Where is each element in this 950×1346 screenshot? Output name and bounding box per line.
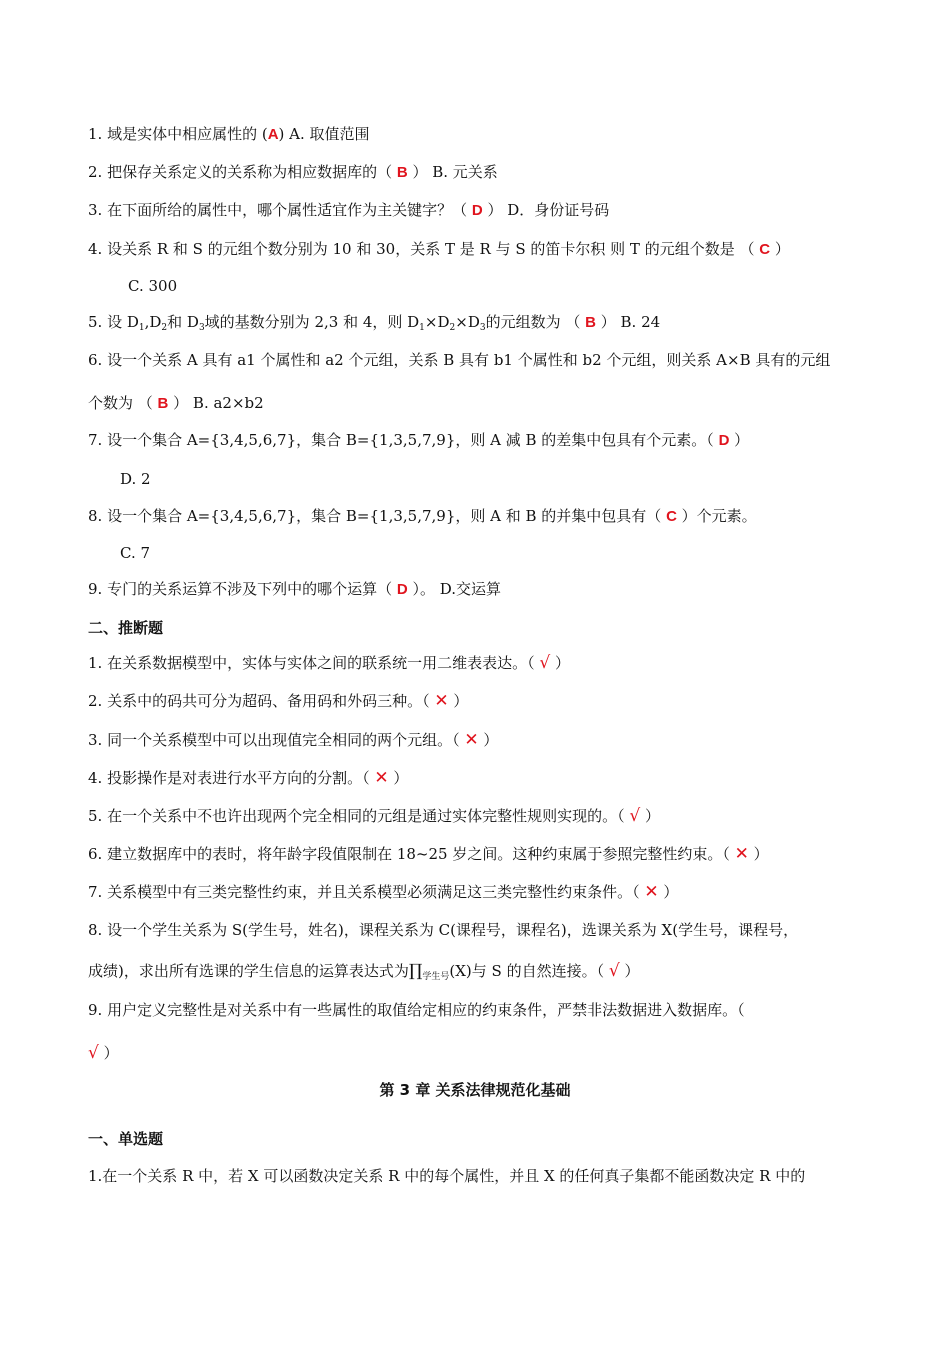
subscript: 2 [161, 323, 168, 333]
judge-text: 3. 同一个关系模型中可以出现值完全相同的两个元组。（ [88, 731, 465, 749]
judge-item-8 [88, 919, 798, 941]
check-mark-icon: √ [608, 961, 620, 981]
answer-mark: B [157, 395, 169, 412]
choice-text: ） B. 24 [595, 313, 661, 331]
judge-text: ） [478, 731, 499, 749]
judge-item-7 [88, 881, 678, 903]
choice-item-3 [88, 199, 609, 222]
answer-mark: A [267, 126, 279, 143]
judge-item-8-cont [88, 960, 640, 988]
choice-text: ）个元素。 [676, 507, 757, 525]
answer-mark: B [585, 314, 596, 331]
check-mark-icon: √ [539, 653, 551, 673]
judge-item-6 [88, 843, 769, 865]
choice-text: ×D [455, 313, 480, 331]
option-text: C. 7 [120, 544, 151, 562]
section-title-single-choice: 一、单选题 [88, 1130, 164, 1148]
answer-mark: C [759, 241, 771, 258]
judge-text: ） [98, 1044, 119, 1062]
choice-item-7 [88, 429, 749, 452]
choice-text: 7. 设一个集合 A={3,4,5,6,7}，集合 B={1,3,5,7,9}，则 A 减 B 的差集中包具有个元素。（ [88, 431, 719, 449]
choice-item-6 [88, 349, 830, 371]
judge-text: ） [448, 692, 469, 710]
answer-mark: B [396, 164, 408, 181]
judge-text: 7. 关系模型中有三类完整性约束，并且关系模型必须满足这三类完整性约束条件。（ [88, 883, 645, 901]
cross-mark-icon: ✕ [434, 691, 449, 711]
choice-item-9 [88, 578, 501, 601]
choice-item-6-cont [88, 392, 264, 415]
choice-text: 9. 专门的关系运算不涉及下列中的哪个运算（ [88, 580, 397, 598]
judge-item-9-cont [88, 1042, 119, 1064]
check-mark-icon: √ [88, 1043, 99, 1063]
judge-text: 6. 建立数据库中的表时，将年龄字段值限制在 18~25 岁之间。这种约束属于参照完整性约束。（ [88, 845, 735, 863]
judge-text: ） [748, 845, 769, 863]
subscript: 2 [449, 323, 456, 333]
choice-text: ） [770, 240, 790, 258]
judge-item-5 [88, 805, 660, 827]
choice-text: 3. 在下面所给的属性中，哪个属性适宜作为主关键字？（ [88, 201, 472, 219]
cross-mark-icon: ✕ [374, 768, 389, 788]
option-text: C. 300 [128, 277, 178, 295]
judge-text: ） [619, 962, 640, 980]
question-1: 1.在一个关系 R 中，若 X 可以函数决定关系 R 中的每个属性，并且 X 的任何真子集都不能函数决定 R 中的 [88, 1167, 806, 1185]
judge-item-4 [88, 767, 408, 789]
judge-item-9 [88, 999, 745, 1021]
judge-item-2 [88, 690, 468, 712]
choice-text: ） B. a2×b2 [168, 394, 264, 412]
choice-text: ） B. 元关系 [407, 163, 498, 181]
cross-mark-icon: ✕ [644, 882, 659, 902]
answer-mark: D [718, 432, 730, 449]
judge-item-1 [88, 652, 570, 674]
choice-text: 2. 把保存关系定义的关系称为相应数据库的（ [88, 163, 397, 181]
answer-mark: C [666, 508, 677, 525]
choice-option-8 [120, 542, 150, 564]
choice-item-5 [88, 311, 660, 339]
choice-text: 1. 域是实体中相应属性的 ( [88, 125, 268, 143]
choice-item-4 [88, 238, 790, 261]
cross-mark-icon: ✕ [464, 730, 479, 750]
choice-text: ） [729, 431, 750, 449]
subscript: 3 [479, 323, 486, 333]
answer-mark: D [396, 581, 408, 598]
judge-text: ） [640, 807, 660, 825]
chapter-title: 第 3 章 关系法律规范化基础 [379, 1081, 571, 1099]
choice-text: ）。 D.交运算 [407, 580, 501, 598]
choice-text: 5. 设 D [88, 313, 139, 331]
judge-text: 4. 投影操作是对表进行水平方向的分割。（ [88, 769, 375, 787]
subscript: 1 [138, 323, 145, 333]
judge-text: 1. 在关系数据模型中，实体与实体之间的联系统一用二维表表达。（ [88, 654, 540, 672]
judge-text: ） [388, 769, 409, 787]
judge-text: 成绩)，求出所有选课的学生信息的运算表达式为 [88, 962, 409, 980]
choice-item-1 [88, 123, 370, 146]
choice-option-4 [128, 275, 177, 297]
choice-text: 域的基数分别为 2,3 和 4，则 D [204, 313, 420, 331]
option-text: D. 2 [120, 470, 151, 488]
subscript: 1 [419, 323, 425, 333]
choice-text: 的元组数为 （ [485, 313, 586, 331]
judge-text: 5. 在一个关系中不也许出现两个完全相同的元组是通过实体完整性规则实现的。（ [88, 807, 630, 825]
judge-text: 2. 关系中的码共可分为超码、备用码和外码三种。（ [88, 692, 435, 710]
choice-text: ×D [424, 313, 450, 331]
choice-text: 个数为 （ [88, 394, 158, 412]
subscript: 学生号 [422, 972, 450, 982]
choice-text: 6. 设一个关系 A 具有 a1 个属性和 a2 个元组，关系 B 具有 b1 个属性和 b2 个元组，则关系 A×B 具有的元组 [88, 351, 831, 369]
choice-text: 8. 设一个集合 A={3,4,5,6,7}，集合 B={1,3,5,7,9}，则 A 和 B 的并集中包具有（ [88, 507, 667, 525]
product-symbol: ∏ [408, 961, 423, 981]
answer-mark: D [471, 202, 483, 219]
choice-text: 4. 设关系 R 和 S 的元组个数分别为 10 和 30，关系 T 是 R 与 S 的笛卡尔积 则 T 的元组个数是 （ [88, 240, 760, 258]
subscript: 3 [198, 323, 205, 333]
choice-text: ） D．身份证号码 [482, 201, 610, 219]
judge-text: 9. 用户定义完整性是对关系中有一些属性的取值给定相应的约束条件，严禁非法数据进入数据库。（ [88, 1001, 745, 1019]
judge-text: ） [550, 654, 570, 672]
choice-text: ) A. 取值范围 [278, 125, 370, 143]
choice-text: ,D [144, 313, 162, 331]
check-mark-icon: √ [629, 806, 641, 826]
judge-text: ） [658, 883, 679, 901]
choice-option-7 [120, 468, 151, 490]
judge-text: 8. 设一个学生关系为 S(学生号，姓名)，课程关系为 C(课程号，课程名)，选课关系为 X(学生号，课程号， [88, 921, 799, 939]
judge-item-3 [88, 729, 498, 751]
choice-text: 和 D [167, 313, 199, 331]
choice-item-2 [88, 161, 498, 184]
cross-mark-icon: ✕ [734, 844, 749, 864]
choice-item-8 [88, 505, 757, 528]
judge-text: (X)与 S 的自然连接。（ [449, 962, 609, 980]
section-title-judge: 二、推断题 [88, 619, 164, 637]
